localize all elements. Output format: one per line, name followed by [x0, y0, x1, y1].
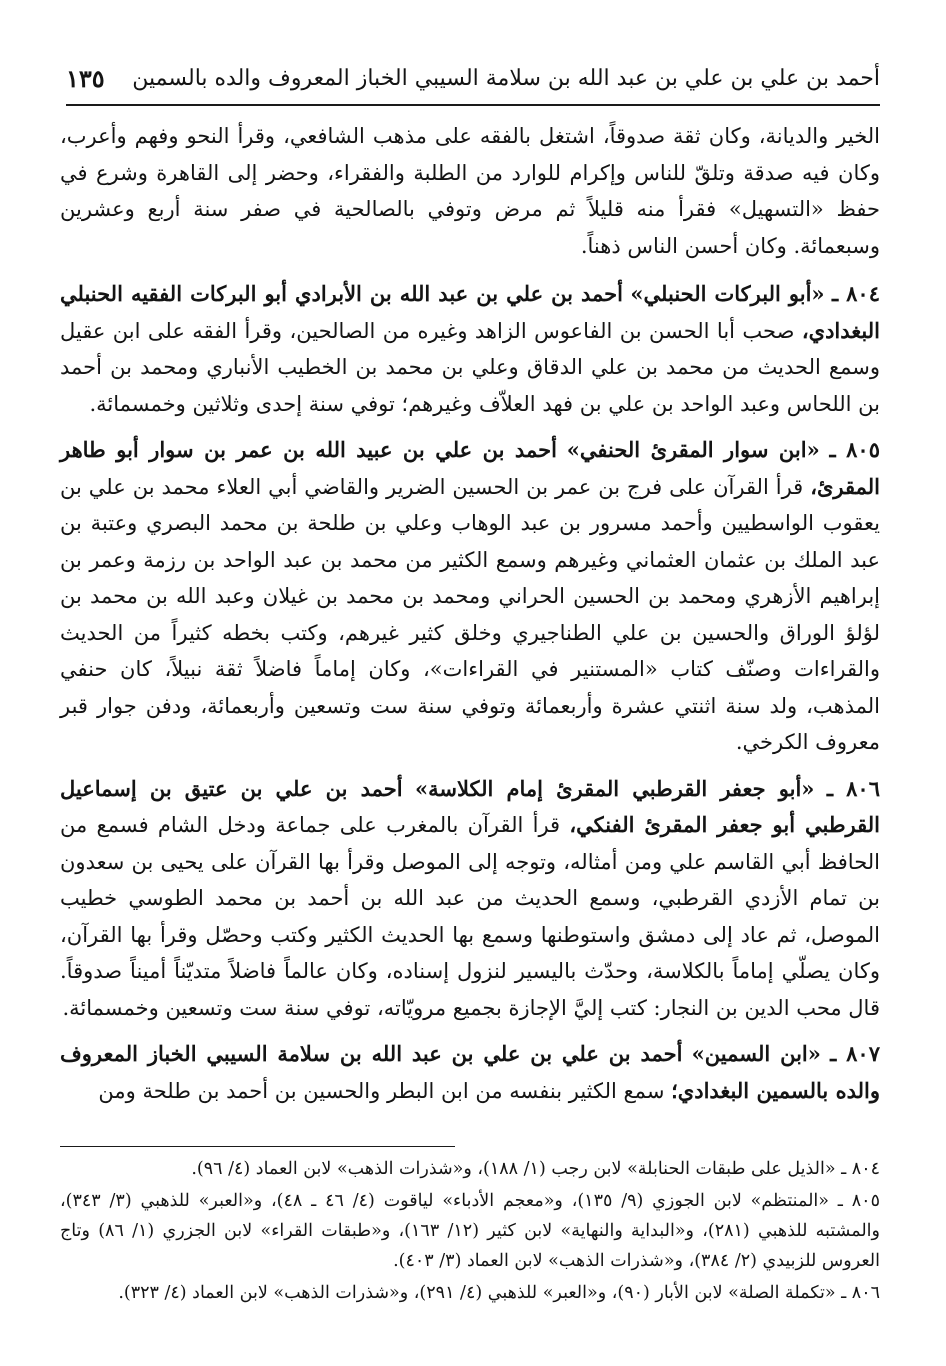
footnote-separator [60, 1146, 455, 1147]
entry-text: صحب أبا الحسن بن الفاعوس الزاهد وغيره من الصالحين، وقرأ الفقه على ابن عقيل وسمع الحديث من محمد بن علي الدقاق وعلي بن محمد بن الخطيب الأنباري ومحمد بن أحمد بن اللحاس وعبد الواحد بن علي بن فهد العلاّف وغيرهم؛ توفي سنة إحدى وثلاثين وخمسمائة. [60, 318, 880, 416]
running-header-title: أحمد بن علي بن علي بن عبد الله بن سلامة السيبي الخباز المعروف والده بالسمين [132, 65, 880, 91]
entry-name: أحمد بن علي بن عبد الله بن الأبرادي أبو البركات الفقيه الحنبلي البغدادي، [60, 281, 880, 343]
page-number: ١٣٥ [66, 63, 105, 93]
entry-number: ٨٠٦ ـ [826, 775, 880, 801]
entry-text: سمع الكثير بنفسه من ابن البطر والحسين بن أحمد بن طلحة ومن [98, 1078, 665, 1103]
main-text [60, 118, 880, 1119]
header-rule [66, 104, 880, 106]
footnote-805: ٨٠٥ ـ «المنتظم» لابن الجوزي (٩/ ١٣٥)، و«معجم الأدباء» لياقوت (٤/ ٤٦ ـ ٤٨)، و«العبر» للذهبي (٣/ ٣٤٣)، والمشتبه للذهبي (٢٨١)، و«البداية والنهاية» لابن كثير (١٢/ ١٦٣)، و«طبقات القراء» لابن الجزري (١/ ٨٦) وتاج العروس للزبيدي (٢/ ٣٨٤)، و«شذرات الذهب» لابن العماد (٣/ ٤٠٣). [60, 1191, 880, 1271]
entry-alias: «أبو البركات الحنبلي» [630, 281, 825, 306]
continuation-paragraph: الخير والديانة، وكان ثقة صدوقاً، اشتغل بالفقه على مذهب الشافعي، وقرأ النحو وفهم وأعرب، وكان فيه صدقة وتلقّ للناس وإكرام للوارد من الطلبة والفقراء، وحضر إلى القاهرة وشرع في حفظ «التسهيل» فقرأ منه قليلاً ثم مرض وتوفي بالصالحية في صفر سنة أربع وعشرين وسبعمائة. وكان أحسن الناس ذهناً. [60, 124, 880, 258]
entry-name: أحمد بن علي بن علي بن عبد الله بن سلامة السيبي الخباز المعروف والده بالسمين البغدادي؛ [60, 1041, 880, 1103]
running-header [66, 58, 880, 98]
entry-name: أحمد بن علي بن عبيد الله بن عمر بن سوار أبو طاهر المقرئ، [60, 437, 880, 499]
entry-806 [60, 771, 880, 1027]
entry-805 [60, 432, 880, 761]
entry-alias: «أبو جعفر القرطبي المقرئ إمام الكلاسة» [415, 775, 815, 801]
entry-number: ٨٠٥ ـ [829, 437, 880, 462]
entry-name: أحمد بن علي بن عتيق بن إسماعيل القرطبي أبو جعفر المقرئ الفنكي، [60, 775, 880, 837]
footnote-806: ٨٠٦ ـ «تكملة الصلة» لابن الأبار (٩٠)، و«العبر» للذهبي (٤/ ٢٩١)، و«شذرات الذهب» لابن العماد (٤/ ٣٢٣). [118, 1283, 880, 1303]
footnotes [60, 1154, 880, 1310]
entry-804 [60, 276, 880, 422]
footnote-804: ٨٠٤ ـ «الذيل على طبقات الحنابلة» لابن رجب (١/ ١٨٨)، و«شذرات الذهب» لابن العماد (٤/ ٩٦). [191, 1159, 880, 1179]
entry-text: قرأ القرآن على فرج بن عمر بن الحسين الضرير والقاضي أبي العلاء محمد بن علي بن يعقوب الواسطيين وأحمد مسرور بن عبد الوهاب وعلي بن طلحة بن محمد البصري وعتبة بن عبد الملك بن عثمان العثماني وغيرهم وسمع الكثير من محمد بن عبد الواحد بن رزمة وعمر بن إبراهيم الأزهري ومحمد بن الحسين الحراني ومحمد بن محمد بن غيلان وعبد الله بن محمد بن لؤلؤ الوراق والحسين بن علي الطناجيري وخلق كثير غيرهم، وكتب بخطه كثيراً من الحديث والقراءات وصنّف كتاب «المستنير في القراءات»، وكان إماماً فاضلاً ثقة نبيلاً، كان حنفي المذهب، ولد سنة اثنتي عشرة وأربعمائة وتوفي سنة ست وتسعين وأربعمائة، ودفن جوار قبر معروف الكرخي. [60, 474, 880, 754]
entry-807 [60, 1036, 880, 1109]
entry-alias: «ابن سوار المقرئ الحنفي» [566, 437, 820, 462]
entry-alias: «ابن السمين» [691, 1041, 821, 1066]
entry-number: ٨٠٧ ـ [830, 1041, 880, 1066]
entry-number: ٨٠٤ ـ [831, 281, 880, 306]
entry-text: قرأ القرآن بالمغرب على جماعة ودخل الشام فسمع من الحافظ أبي القاسم علي ومن أمثاله، وتوجه إلى الموصل وقرأ بها القرآن على يحيى بن سعدون بن تمام الأزدي القرطبي، وسمع الحديث من عبد الله بن أحمد بن محمد الطوسي خطيب الموصل، ثم عاد إلى دمشق واستوطنها وسمع بها الحديث الكثير وكتب وحصّل وقرأ بها القرآن، وكان يصلّي إماماً بالكلاسة، وحدّث باليسير لنزول إسناده، وكان عالماً فاضلاً متديّناً أميناً صدوقاً. قال محب الدين بن النجار: كتب إليَّ الإجازة بجميع مرويّاته، توفي سنة ست وتسعين وخمسمائة. [60, 813, 880, 1020]
